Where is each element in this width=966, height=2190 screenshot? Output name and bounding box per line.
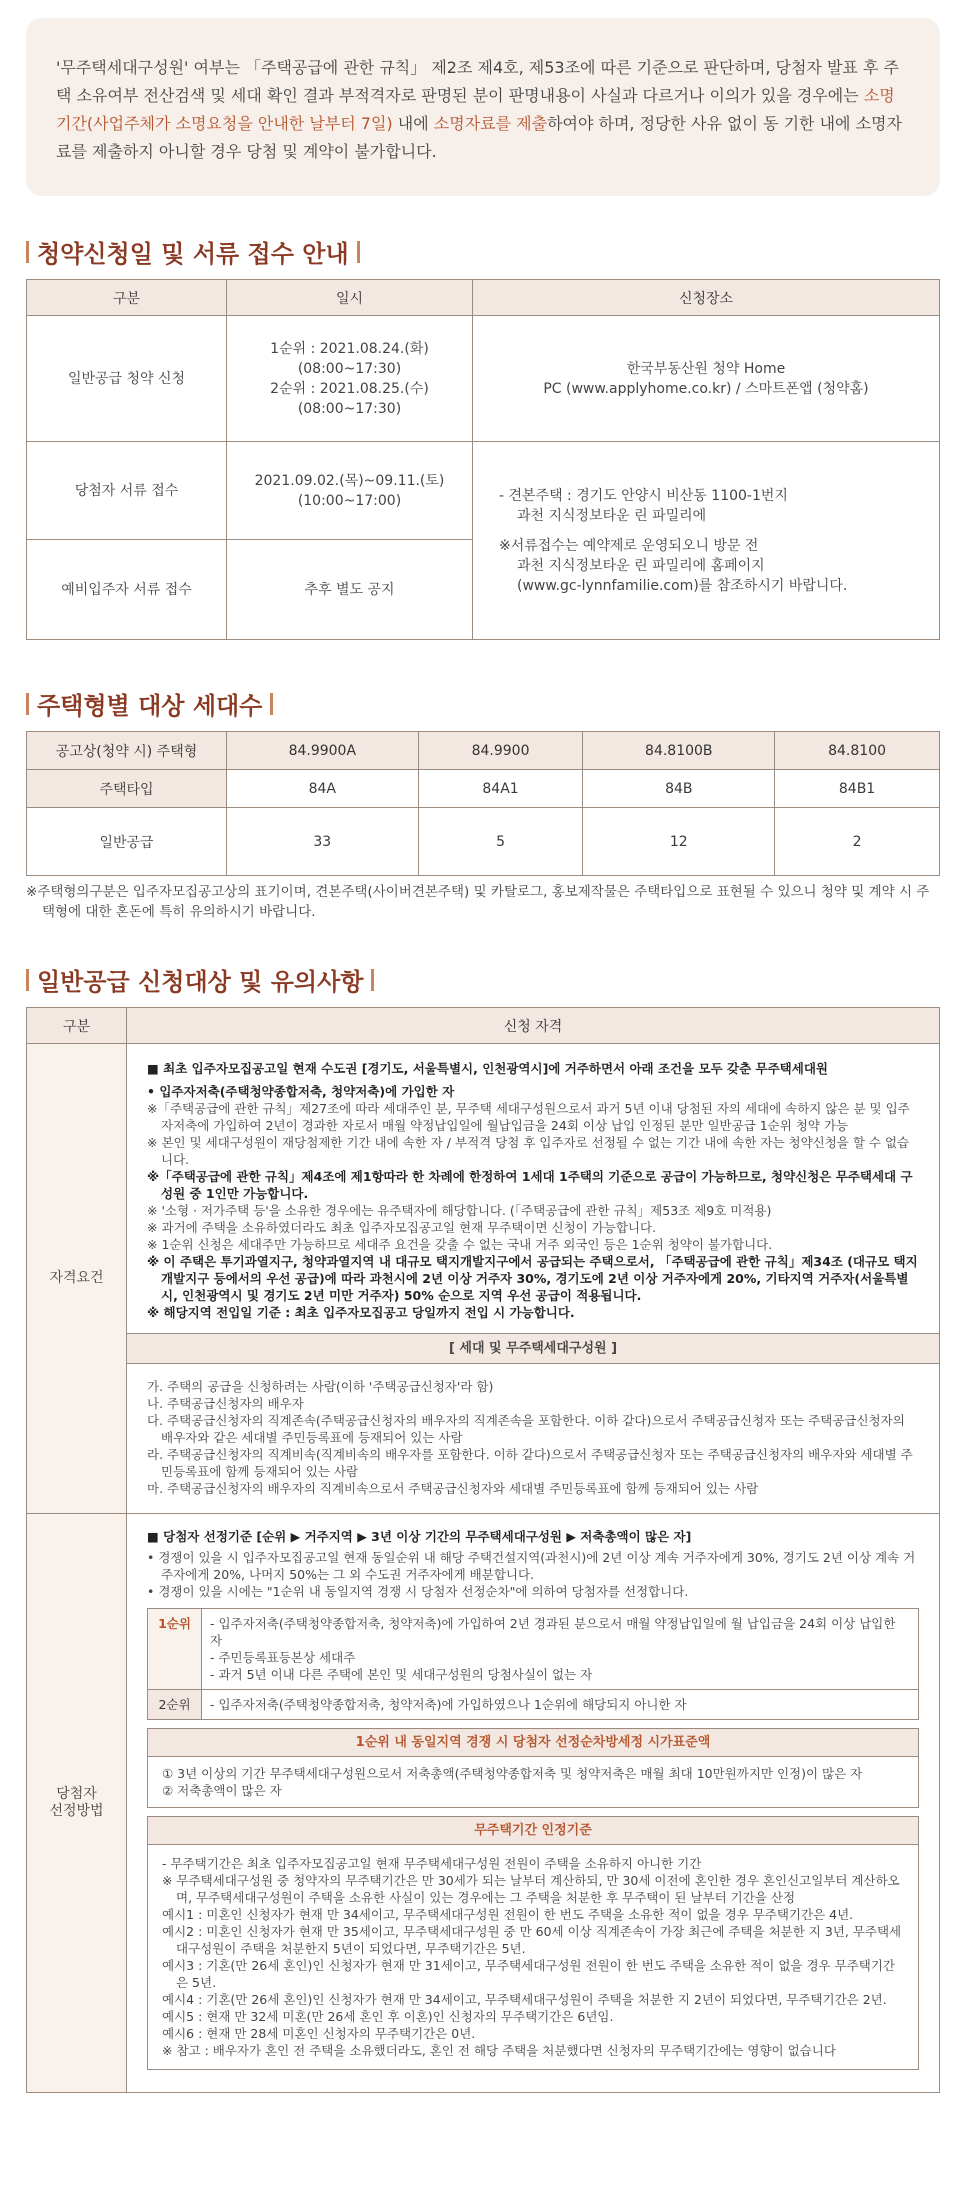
tie-break-body <box>148 1757 918 1807</box>
header-qualification: 신청 자격 <box>127 1008 940 1044</box>
qualification-line: ※ 본인 및 세대구성원이 재당첨제한 기간 내에 속한 자 / 부적격 당첨 후 입주자로 선정될 수 없는 기간 내에 속한 자는 청약신청을 할 수 없습니다. <box>147 1135 910 1167</box>
row-dates <box>227 316 473 442</box>
rank-line: - 입주자저축(주택청약종합저축, 청약저축)에 가입하여 2년 경과된 분으로서 매월 약정납입일에 월 납입금을 24회 이상 납입한 자 <box>210 1616 896 1648</box>
notice-highlight-period: 소명기간(사업주체가 소명요청을 안내한 날부터 7일) <box>56 86 895 133</box>
table-row <box>148 1690 919 1720</box>
rank-label: 2순위 <box>148 1690 202 1720</box>
qualification-line: ※「주택공급에 관한 규칙」제27조에 따라 세대주인 분, 무주택 세대구성원으로서 과거 5년 이내 당첨된 자의 세대에 속하지 않은 분 및 입주자저축에 가입하여 2년이 경과한 자로서 매월 약정납입일에 월납입금을 24회 이상 납입 인정된 분만 일반공급 1순위 청약 가능 <box>147 1101 910 1133</box>
selection-cell <box>127 1514 940 2093</box>
row-label: 공고상(청약 시) 주택형 <box>27 732 227 770</box>
place-line: 한국부동산원 청약 Home <box>626 360 786 377</box>
count-cell: 2 <box>775 808 940 876</box>
title-bar-right <box>371 969 374 991</box>
time-line: (08:00~17:30) <box>297 360 402 377</box>
eligibility-table <box>26 1007 940 2093</box>
rank-line: - 주민등록표등본상 세대주 <box>210 1650 356 1665</box>
qualification-line: ※ 과거에 주택을 소유하였더라도 최초 입주자모집공고일 현재 무주택이면 신청이 가능합니다. <box>147 1220 657 1235</box>
row-dates <box>227 442 473 540</box>
type-cell: 84.8100B <box>583 732 775 770</box>
qualification-line: ※ 이 주택은 투기과열지구, 청약과열지역 내 대규모 택지개발지구에서 공급되는 주택으로서, 「주택공급에 관한 규칙」제34조 (대규모 택지개발지구 등에서의 우선 공급)에 따라 과천시에 2년 이상 거주자 30%, 경기도에 2년 이상 거주자에게 20%, 기타지역 거주자(서울특별시, 인천광역시 및 경기도 2년 미만 거주자) 50% 순으로 지역 우선 공급이 적용됩니다. <box>147 1254 918 1303</box>
table-row <box>27 1514 940 2093</box>
section-title-text: 청약신청일 및 서류 접수 안내 <box>37 240 349 268</box>
period-line: 예시3 : 기혼(만 26세 혼인)인 신청자가 현재 만 31세이고, 무주택세대구성원 전원이 한 번도 주택을 소유한 적이 없을 경우 무주택기간은 5년. <box>162 1958 895 1990</box>
type-name-cell: 84A <box>227 770 419 808</box>
table-row <box>27 808 940 876</box>
row-label: 일반공급 <box>27 808 227 876</box>
row-label: 당첨자 선정방법 <box>27 1514 127 2093</box>
section-title-text: 일반공급 신청대상 및 유의사항 <box>37 968 364 996</box>
title-bar-left <box>26 241 29 263</box>
period-line: ※ 무주택세대구성원 중 청약자의 무주택기간은 만 30세가 되는 날부터 계산하되, 만 30세 이전에 혼인한 경우 혼인신고일부터 계산하오며, 무주택세대구성원이 주택을 소유한 사실이 있는 경우에는 그 주택을 처분한 후 무주택이 된 날부터 기간을 산정 <box>162 1873 900 1905</box>
time-line: (10:00~17:00) <box>297 492 402 509</box>
period-line: ※ 참고 : 배우자가 혼인 전 주택을 소유했더라도, 혼인 전 해당 주택을 처분했다면 신청자의 무주택기간에는 영향이 없습니다 <box>162 2043 836 2058</box>
notice-highlight-submit: 소명자료를 제출 <box>433 114 548 133</box>
table-row <box>27 442 940 540</box>
qualification-line: ■ 최초 입주자모집공고일 현재 수도권 [경기도, 서울특별시, 인천광역시]에 거주하면서 아래 조건을 모두 갖춘 무주택세대원 <box>147 1061 828 1076</box>
period-box <box>147 1816 919 2070</box>
household-line: 나. 주택공급신청자의 배우자 <box>147 1396 304 1411</box>
period-line: - 무주택기간은 최초 입주자모집공고일 현재 무주택세대구성원 전원이 주택을 소유하지 아니한 기간 <box>162 1856 702 1871</box>
place-line: 과천 지식정보타운 린 파밀리에 홈페이지 <box>517 557 765 574</box>
title-bar-right <box>357 241 360 263</box>
household-line: 라. 주택공급신청자의 직계비속(직계비속의 배우자를 포함한다. 이하 같다)으로서 주택공급신청자 또는 주택공급신청자의 배우자와 세대별 주민등록표에 함께 등재되어 있는 사람 <box>147 1447 913 1479</box>
row-label: 주택타입 <box>27 770 227 808</box>
place-line: ※서류접수는 예약제로 운영되오니 방문 전 <box>499 537 759 554</box>
rank-desc <box>202 1609 919 1690</box>
period-line: 예시6 : 현재 만 28세 미혼인 신청자의 무주택기간은 0년. <box>162 2026 476 2041</box>
qualification-cell <box>127 1044 940 1514</box>
row-label: 자격요건 <box>27 1044 127 1514</box>
row-label: 예비입주자 서류 접수 <box>27 540 227 640</box>
notice-text-3: 하여야 하며, 정당한 사유 없이 동 기한 내에 소명자료를 제출하지 아니할 경우 당첨 및 계약이 불가합니다. <box>56 114 902 161</box>
section-title-eligibility <box>26 962 940 997</box>
place-line: PC (www.applyhome.co.kr) / 스마트폰앱 (청약홈) <box>543 380 869 397</box>
period-header: 무주택기간 인정기준 <box>148 1817 918 1845</box>
table-row <box>27 732 940 770</box>
table-row <box>27 770 940 808</box>
place-line: (www.gc-lynnfamilie.com)를 참조하시기 바랍니다. <box>517 577 848 594</box>
title-bar-left <box>26 969 29 991</box>
notice-text-1: '무주택세대구성원' 여부는 「주택공급에 관한 규칙」 제2조 제4호, 제53조에 따른 기준으로 판단하며, 당첨자 발표 후 주택 소유여부 전산검색 및 세대 확인 결과 부적격자로 판명된 분이 판명내용이 사실과 다르거나 이의가 있을 경우에는 <box>56 58 899 105</box>
household-line: 가. 주택의 공급을 신청하려는 사람(이하 '주택공급신청자'라 함) <box>147 1379 494 1394</box>
qualification-line: ※ 1순위 신청은 세대주만 가능하므로 세대주 요건을 갖출 수 없는 국내 거주 외국인 등은 1순위 청약이 불가합니다. <box>147 1237 773 1252</box>
header-place: 신청장소 <box>473 280 940 316</box>
table-row <box>27 1044 940 1514</box>
date-line: 1순위 : 2021.08.24.(화) <box>270 340 429 357</box>
title-bar-left <box>26 693 29 715</box>
date-line: 2021.09.02.(목)~09.11.(토) <box>254 472 445 489</box>
notice-box <box>26 18 940 196</box>
schedule-table <box>26 279 940 640</box>
section-title-text: 주택형별 대상 세대수 <box>37 692 263 720</box>
selection-line: • 경쟁이 있을 시에는 "1순위 내 동일지역 경쟁 시 당첨자 선정순차"에 의하여 당첨자를 선정합니다. <box>147 1584 689 1599</box>
household-line: 다. 주택공급신청자의 직계존속(주택공급신청자의 배우자의 직계존속을 포함한다. 이하 같다)으로서 주택공급신청자 또는 주택공급신청자의 배우자와 같은 세대별 주민등록표에 등재되어 있는 사람 <box>147 1413 905 1445</box>
period-body <box>148 1845 918 2069</box>
qualification-line: ※「주택공급에 관한 규칙」제4조에 제1항따라 한 차례에 한정하여 1세대 1주택의 기준으로 공급이 가능하므로, 청약신청은 무주택세대 구성원 중 1인만 가능합니다. <box>147 1169 913 1201</box>
rank-desc: - 입주자저축(주택청약종합저축, 청약저축)에 가입하였으나 1순위에 해당되지 아니한 자 <box>202 1690 919 1720</box>
header-date: 일시 <box>227 280 473 316</box>
type-cell: 84.8100 <box>775 732 940 770</box>
period-line: 예시5 : 현재 만 32세 미혼(만 26세 혼인 후 이혼)인 신청자의 무주택기간은 6년임. <box>162 2009 614 2024</box>
household-list <box>127 1364 939 1513</box>
section-title-units <box>26 686 940 721</box>
units-table <box>26 731 940 876</box>
section-title-schedule <box>26 234 940 269</box>
tie-break-header: 1순위 내 동일지역 경쟁 시 당첨자 선정순차방세정 시가표준액 <box>148 1729 918 1757</box>
qualification-line: ※ 해당지역 전입일 기준 : 최초 입주자모집공고 당일까지 전입 시 가능합니다. <box>147 1305 575 1320</box>
tie-break-box <box>147 1728 919 1808</box>
count-cell: 5 <box>418 808 583 876</box>
place-line: 과천 지식정보타운 린 파밀리에 <box>517 507 707 524</box>
type-name-cell: 84A1 <box>418 770 583 808</box>
type-name-cell: 84B <box>583 770 775 808</box>
notice-text-2: 내에 <box>392 114 434 133</box>
row-label: 당첨자 서류 접수 <box>27 442 227 540</box>
row-place <box>473 442 940 640</box>
row-label: 일반공급 청약 신청 <box>27 316 227 442</box>
period-line: 예시4 : 기혼(만 26세 혼인)인 신청자가 현재 만 34세이고, 무주택세대구성원이 주택을 처분한 지 2년이 되었다면, 무주택기간은 2년. <box>162 1992 887 2007</box>
selection-line: • 경쟁이 있을 시 입주자모집공고일 현재 동일순위 내 해당 주택건설지역(과천시)에 2년 이상 계속 거주자에게 30%, 경기도 2년 이상 계속 거주자에게 20%, 나머지 50%는 그 외 수도권 거주자에게 배분합니다. <box>147 1550 916 1582</box>
household-line: 마. 주택공급신청자의 배우자의 직계비속으로서 주택공급신청자와 세대별 주민등록표에 함께 등재되어 있는 사람 <box>147 1481 759 1496</box>
header-category: 구분 <box>27 280 227 316</box>
count-cell: 33 <box>227 808 419 876</box>
time-line: (08:00~17:30) <box>297 400 402 417</box>
rank-table <box>147 1608 919 1720</box>
tie-line: ① 3년 이상의 기간 무주택세대구성원으로서 저축총액(주택청약종합저축 및 청약저축은 매월 최대 10만원까지만 인정)이 많은 자 <box>162 1766 863 1781</box>
table-row <box>27 316 940 442</box>
qualification-list <box>127 1044 939 1333</box>
table-row <box>148 1609 919 1690</box>
rank-label: 1순위 <box>148 1609 202 1690</box>
count-cell: 12 <box>583 808 775 876</box>
place-line: - 견본주택 : 경기도 안양시 비산동 1100-1번지 <box>499 487 788 504</box>
units-footnote: ※주택형의구분은 입주자모집공고상의 표기이며, 견본주택(사이버견본주택) 및 카탈로그, 홍보제작물은 주택타입으로 표현될 수 있으니 청약 및 계약 시 주택형에 대한 혼돈에 특히 유의하시기 바랍니다. <box>26 884 930 920</box>
row-place <box>473 316 940 442</box>
title-bar-right <box>270 693 273 715</box>
period-line: 예시1 : 미혼인 신청자가 현재 만 34세이고, 무주택세대구성원 전원이 한 번도 주택을 소유한 적이 없을 경우 무주택기간은 4년. <box>162 1907 854 1922</box>
header-category: 구분 <box>27 1008 127 1044</box>
row-dates: 추후 별도 공지 <box>227 540 473 640</box>
type-cell: 84.9900 <box>418 732 583 770</box>
type-name-cell: 84B1 <box>775 770 940 808</box>
date-line: 2순위 : 2021.08.25.(수) <box>270 380 429 397</box>
type-cell: 84.9900A <box>227 732 419 770</box>
qualification-line: ※ '소형 · 저가주택 등'을 소유한 경우에는 유주택자에 해당합니다. (「주택공급에 관한 규칙」제53조 제9호 미적용) <box>147 1203 772 1218</box>
qualification-line: • 입주자저축(주택청약종합저축, 청약저축)에 가입한 자 <box>147 1084 455 1099</box>
selection-line: ■ 당첨자 선정기준 [순위 ▶ 거주지역 ▶ 3년 이상 기간의 무주택세대구성원 ▶ 저축총액이 많은 자] <box>147 1529 692 1544</box>
period-line: 예시2 : 미혼인 신청자가 현재 만 35세이고, 무주택세대구성원 중 만 60세 이상 직계존속이 가장 최근에 주택을 처분한 지 3년, 무주택세대구성원이 주택을 처분한지 5년이 되었다면, 무주택기간은 5년. <box>162 1924 902 1956</box>
household-subheader: [ 세대 및 무주택세대구성원 ] <box>127 1333 939 1364</box>
tie-line: ② 저축총액이 많은 자 <box>162 1783 282 1798</box>
rank-line: - 과거 5년 이내 다른 주택에 본인 및 세대구성원의 당첨사실이 없는 자 <box>210 1667 593 1682</box>
